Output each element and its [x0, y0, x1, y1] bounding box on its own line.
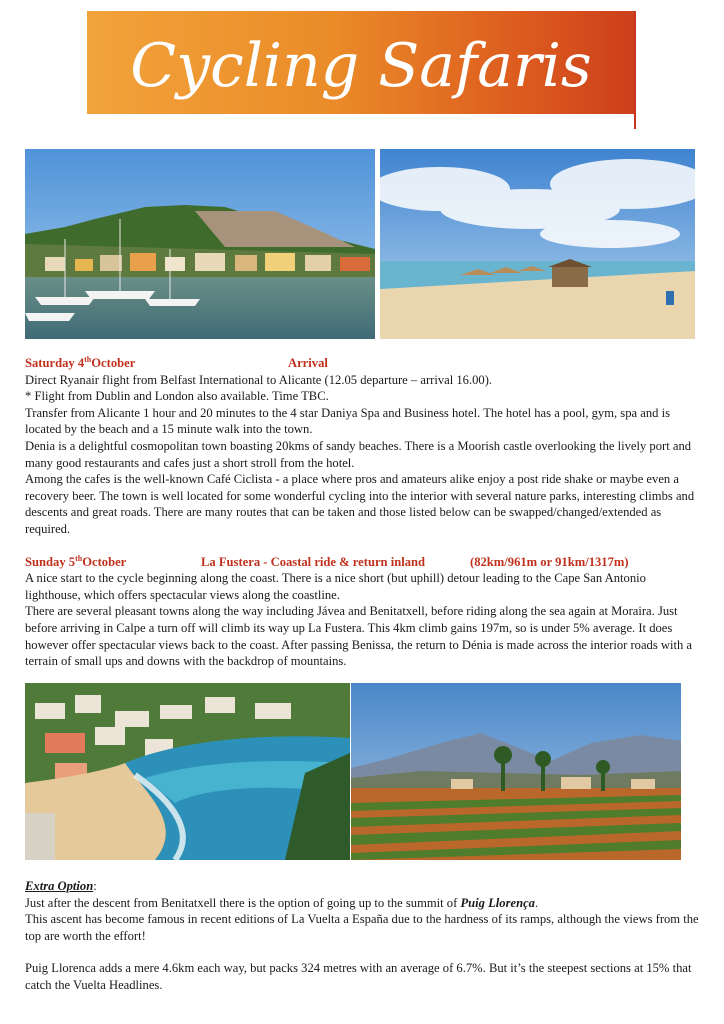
banner-divider [634, 11, 636, 129]
day1-paragraph: Among the cafes is the well-known Café Ciclista - a place where pros and amateurs alike enjoy a post ride shake or maybe even a recovery beer. The town is well located for some wonderful cycling into the interior with several nature parks, interesting climbs and descents and great roads. There are many routes that can be taken and those listed below can be swapped/changed/extended as required. [25, 472, 695, 536]
day2-title: La Fustera - Coastal ride & return inland [201, 554, 426, 569]
day2-heading [25, 554, 701, 571]
day2-month: October [82, 554, 127, 569]
day2-paragraph: A nice start to the cycle beginning along the coast. There is a nice short (but uphill) detour leading to the Cape San Antonio lighthouse, which offers spectacular views along the coastline. [25, 571, 646, 602]
banner-logo [87, 11, 635, 114]
day1-month: October [91, 356, 136, 370]
extra-heading-colon: : [93, 879, 97, 893]
beach-photo [380, 149, 695, 339]
denia-port-photo [25, 149, 375, 339]
day1-date-suffix: th [84, 354, 92, 364]
extra-line1-end: . [534, 895, 539, 910]
day2-distance: (82km/961m or 91km/1317m) [470, 554, 629, 569]
itinerary-text [25, 355, 701, 670]
vineyard-photo [351, 683, 681, 860]
extra-heading-line [25, 878, 701, 895]
day2-date: Sunday 5 [25, 554, 76, 569]
banner-title: Cycling Safaris [130, 31, 592, 101]
extra-option-heading: Extra Option [25, 879, 94, 893]
day1-paragraph: * Flight from Dublin and London also available. Time TBC. [25, 389, 329, 404]
coastal-bay-photo [25, 683, 350, 860]
puig-llorenca-name: Puig Llorença [460, 895, 535, 910]
day2-date-suffix: th [75, 553, 83, 563]
extra-paragraph: Puig Llorenca adds a mere 4.6km each way, but packs 324 metres with an average of 6.7%. But it’s the steepest sections at 15% that catch the Vuelta Headlines. [25, 961, 692, 992]
day1-heading [25, 355, 701, 372]
extra-option-text [25, 878, 701, 994]
day1-paragraph: Transfer from Alicante 1 hour and 20 minutes to the 4 star Daniya Spa and Business hotel. The hotel has a pool, gym, spa and is located by the beach and a 15 minute walk into the town. [25, 405, 670, 437]
extra-paragraph [25, 895, 701, 912]
day1-title: Arrival [288, 356, 328, 370]
day2-paragraph: There are several pleasant towns along the way including Jávea and Benitatxell, before riding along the sea again at Moraira. Just before arriving in Calpe a turn off will climb its way up La Fustera. This 4km climb gains 197m, so is under 5% average. It does however offer spectacular views back to the coast. After passing Benissa, the return to Dénia is made across the interior roads with a terrain of small ups and downs with the backdrop of mountains. [25, 604, 693, 669]
extra-line1-text: Just after the descent from Benitatxell there is the option of going up to the summit of [25, 895, 461, 910]
day1-paragraph: Denia is a delightful cosmopolitan town boasting 20kms of sandy beaches. There is a Moorish castle overlooking the lively port and many good restaurants and cafes just a short stroll from the hotel. [25, 438, 692, 470]
day1-date: Saturday 4 [25, 356, 85, 370]
day1-paragraph: Direct Ryanair flight from Belfast International to Alicante (12.05 departure – arrival 16.00). [25, 372, 493, 387]
cycling-safaris-banner [87, 11, 635, 114]
extra-paragraph: This ascent has become famous in recent editions of La Vuelta a España due to the hardness of its ramps, although the views from the top are worth the effort! [25, 912, 699, 943]
